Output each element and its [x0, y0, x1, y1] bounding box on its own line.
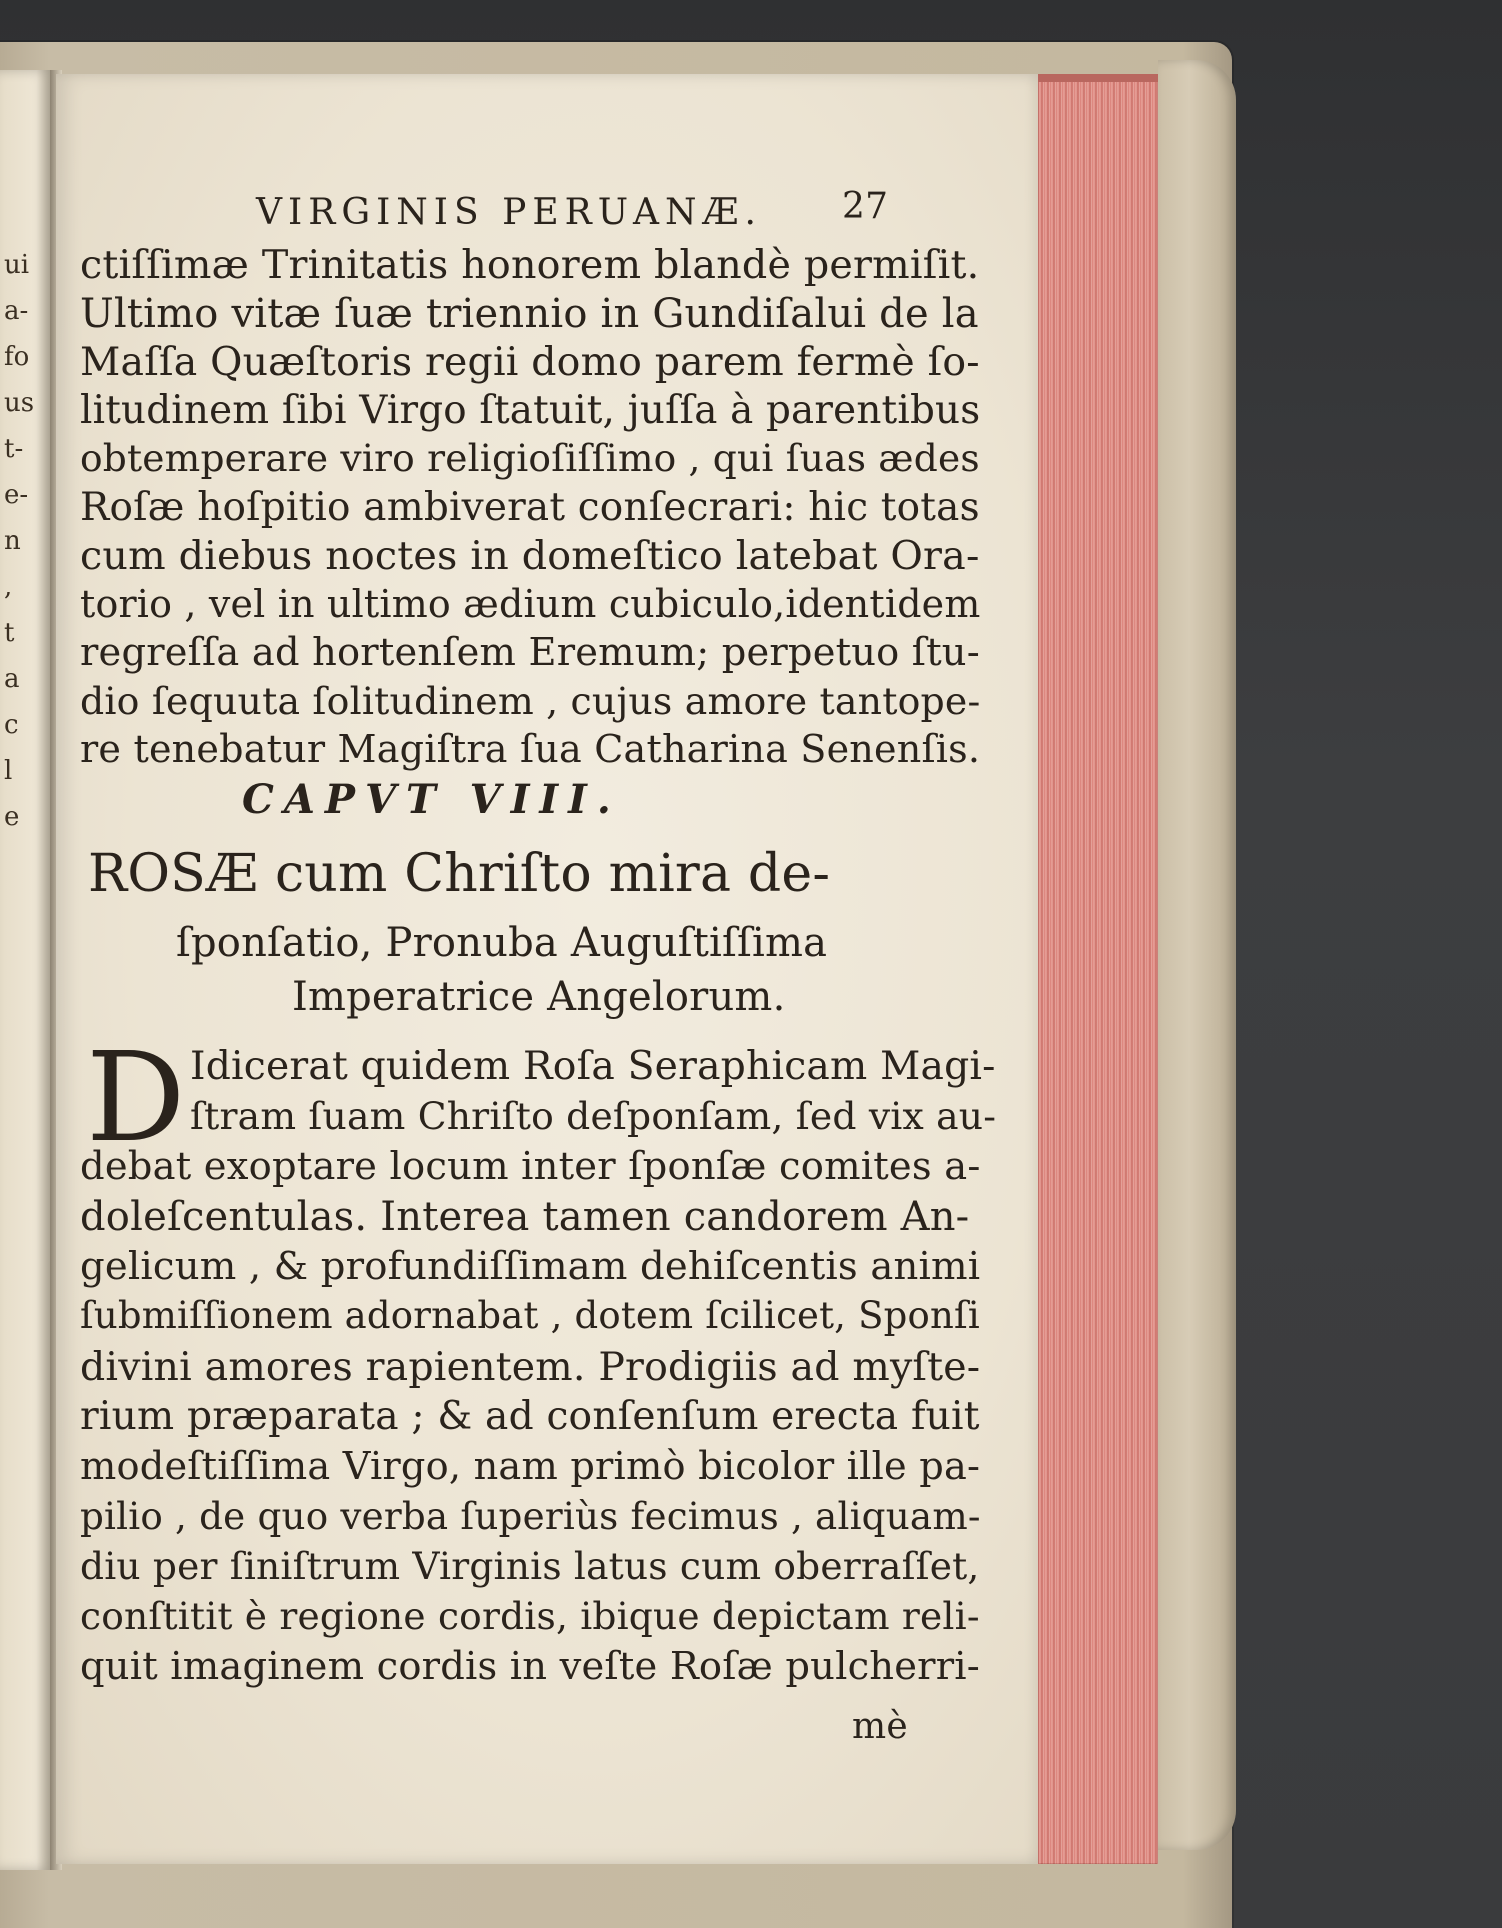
paragraph-line: debat exoptare locum inter ſponſæ comites a- [80, 1144, 981, 1189]
paragraph-line: ſtram ſuam Chriſto deſponſam, ſed vix au- [190, 1094, 997, 1138]
chapter-title-line-2: ſponſatio, Pronuba Auguſtiſſima [176, 920, 828, 966]
paragraph-line: rium præparata ; & ad conſenſum erecta fuit [80, 1394, 980, 1439]
paragraph-line: ſubmiſſionem adornabat , dotem ſcilicet, Sponſi [80, 1294, 980, 1337]
right-page [56, 74, 1038, 1864]
left-margin-fragment: n [4, 526, 21, 556]
paragraph-line: dio ſequuta ſolitudinem , cujus amore tantope- [80, 678, 981, 723]
paragraph-line: litudinem ſibi Virgo ſtatuit, juſſa à parentibus [80, 387, 981, 433]
chapter-heading: CAPVT VIII. [242, 776, 621, 823]
left-margin-fragment: e- [4, 480, 29, 510]
red-page-edges [1038, 74, 1158, 1864]
paragraph-line: ctiſſimæ Trinitatis honorem blandè permiſit. [80, 242, 980, 288]
left-margin-fragment: ui [4, 250, 30, 280]
paragraph-line: doleſcentulas. Interea tamen candorem An- [80, 1194, 970, 1240]
paragraph-line: gelicum , & profundiſſimam dehiſcentis animi [80, 1244, 981, 1289]
drop-cap: D [86, 1026, 186, 1170]
paragraph-line: quit imaginem cordis in veſte Roſæ pulcherri- [80, 1644, 980, 1689]
left-margin-fragment: e [4, 802, 20, 832]
paragraph-line: Ultimo vitæ ſuæ triennio in Gundiſalui de la [80, 290, 979, 337]
left-margin-fragment: a- [4, 296, 29, 326]
paragraph-line: cum diebus noctes in domeſtico latebat Ora- [80, 533, 980, 579]
paragraph-line: re tenebatur Magiſtra ſua Catharina Senenſis. [80, 727, 981, 771]
left-margin-fragment: us [4, 388, 35, 418]
left-margin-fragment: , [4, 572, 13, 602]
left-margin-fragment: l [4, 756, 13, 786]
left-page-margin-text [0, 70, 52, 1870]
left-page-edge [0, 70, 52, 1870]
paragraph-line: Maſſa Quæſtoris regii domo parem fermè ſo- [80, 339, 980, 385]
paragraph-line: regreſſa ad hortenſem Eremum; perpetuo ſtu- [80, 630, 980, 675]
paragraph-line: divini amores rapientem. Prodigiis ad myſte- [80, 1344, 981, 1390]
paragraph-line: obtemperare viro religioſiſſimo , qui ſuas ædes [80, 436, 980, 480]
paragraph-line: Roſæ hoſpitio ambiverat conſecrari: hic totas [80, 484, 980, 530]
paragraph-line: Idicerat quidem Roſa Seraphicam Magi- [190, 1044, 996, 1089]
paragraph-line: conſtitit è regione cordis, ibique depictam reli- [80, 1594, 980, 1638]
catchword: mè [852, 1706, 908, 1747]
left-margin-fragment: a [4, 664, 20, 694]
chapter-title-line-1: ROSÆ cum Chriſto mira de- [88, 844, 831, 904]
running-head: VIRGINIS PERUANÆ. [256, 192, 762, 233]
page-number: 27 [842, 186, 889, 227]
left-margin-fragment: t- [4, 434, 24, 464]
chapter-title-line-3: Imperatrice Angelorum. [292, 974, 786, 1020]
cover-fore-edge-flap [1158, 60, 1236, 1850]
paragraph-line: pilio , de quo verba ſuperiùs fecimus , aliquam- [80, 1494, 981, 1538]
page-block-top [1038, 74, 1158, 82]
paragraph-line: diu per ſiniſtrum Virginis latus cum oberraſſet, [80, 1544, 980, 1588]
paragraph-line: modeſtiſſima Virgo, nam primò bicolor ille pa- [80, 1444, 981, 1489]
left-margin-fragment: c [4, 710, 19, 740]
left-margin-fragment: fo [4, 342, 30, 372]
paragraph-line: torio , vel in ultimo ædium cubiculo,identidem [80, 581, 981, 626]
left-margin-fragment: t [4, 618, 15, 648]
